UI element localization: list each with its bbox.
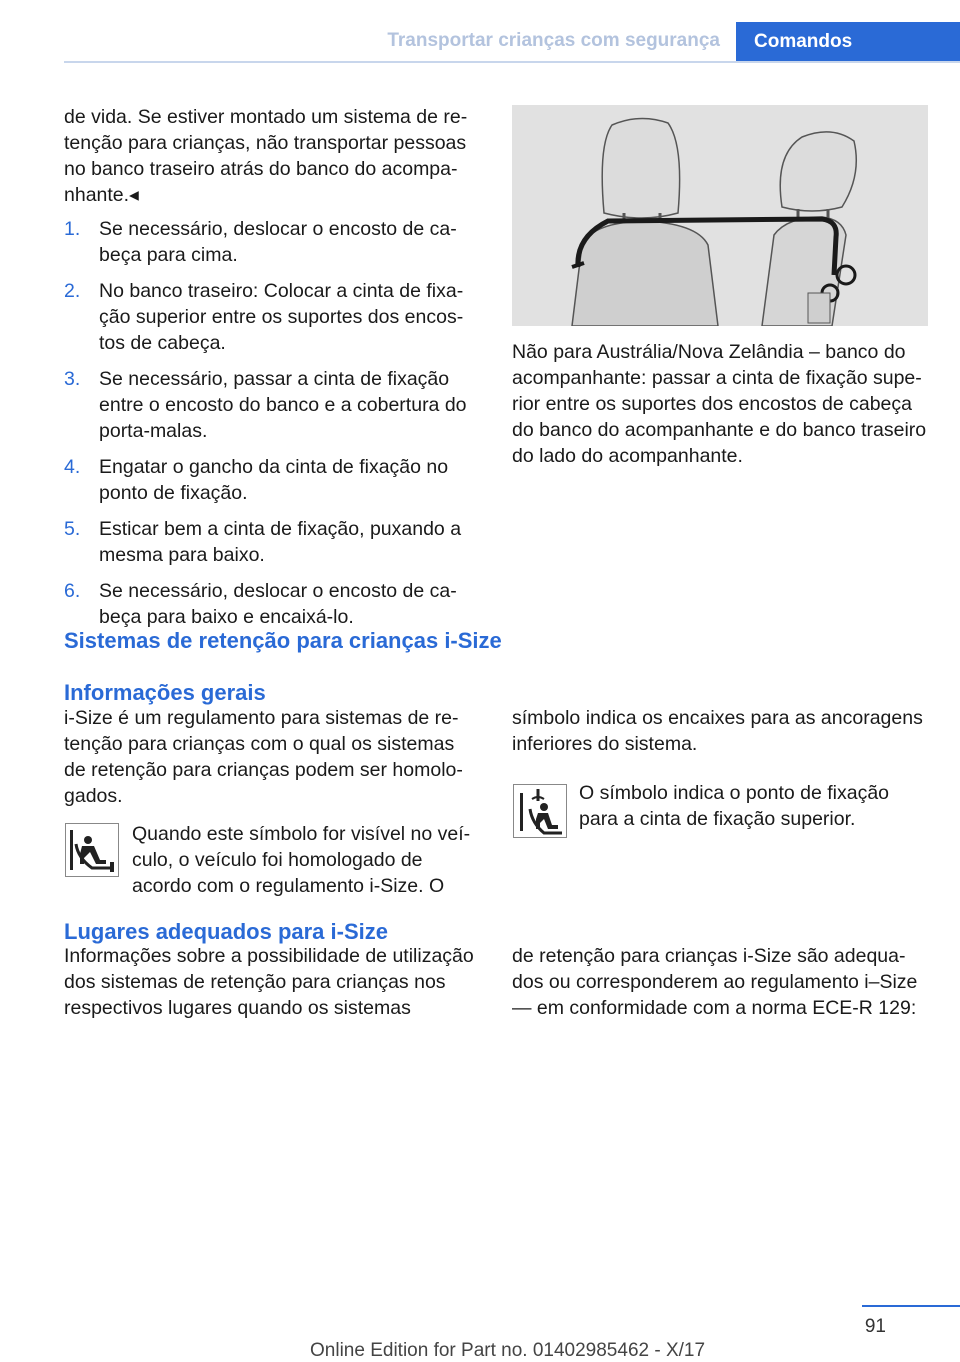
list-item xyxy=(64,278,478,356)
header-section-title: Transportar crianças com segurança xyxy=(387,30,720,51)
page-number: 91 xyxy=(864,1316,886,1337)
step-text: Se necessário, passar a cinta de fixação entre o encosto do banco e a cobertura do porta-malas. xyxy=(99,368,467,442)
list-item xyxy=(64,516,478,568)
isofix-anchor-symbol-icon xyxy=(65,823,119,877)
step-number: 6. xyxy=(64,580,81,602)
section-title-isize: Sistemas de retenção para crianças i-Size xyxy=(64,628,502,653)
header-tab[interactable]: Comandos xyxy=(736,22,960,63)
isize-definition-paragraph: i-Size é um regulamento para sistemas de retenção para crianças com o qual os sistemas de retenção para crianças podem ser homologados. xyxy=(64,707,463,807)
top-tether-symbol-icon xyxy=(513,784,567,838)
figure-caption: Não para Austrália/Nova Zelândia – banco do acompanhante: passar a cinta de fixação superior entre os suportes dos encostos de cabeça do banco do acompanhante e do banco traseiro do lado do acompanhante. xyxy=(512,341,927,467)
footer-divider xyxy=(862,1305,960,1307)
isize-symbol-text: Quando este símbolo for visível no veículo, o veículo foi homologado de acordo com o regulamento i-Size. O xyxy=(132,823,471,897)
step-number: 1. xyxy=(64,218,81,240)
step-number: 3. xyxy=(64,368,81,390)
places-left-paragraph: Informações sobre a possibilidade de utilização dos sistemas de retenção para crianças nos respectivos lugares quando os sistemas xyxy=(64,945,474,1019)
header-divider xyxy=(64,61,960,63)
intro-paragraph: de vida. Se estiver montado um sistema de retenção para crianças, não transportar pessoas no banco traseiro atrás do banco do acompanhante.◂ xyxy=(64,106,468,206)
top-tether-symbol-text: O símbolo indica o ponto de fixação para a cinta de fixação superior. xyxy=(579,782,890,830)
step-number: 4. xyxy=(64,456,81,478)
list-item xyxy=(64,454,478,506)
subsection-title-general: Informações gerais xyxy=(64,680,266,705)
step-text: Engatar o gancho da cinta de fixação no ponto de fixação. xyxy=(99,456,449,504)
headrest-tether-illustration xyxy=(512,105,928,326)
list-item xyxy=(64,216,478,268)
step-text: Esticar bem a cinta de fixação, puxando a mesma para baixo. xyxy=(99,518,462,566)
list-item xyxy=(64,366,478,444)
lower-anchor-text: símbolo indica os encaixes para as ancoragens inferiores do sistema. xyxy=(512,707,923,755)
steps-list xyxy=(64,216,478,640)
headrest-tether-drawing xyxy=(512,105,928,326)
list-item xyxy=(64,578,478,630)
edition-footer: Online Edition for Part no. 01402985462 - X/17 xyxy=(310,1340,706,1361)
step-number: 5. xyxy=(64,518,81,540)
step-text: Se necessário, deslocar o encosto de cabeça para cima. xyxy=(99,218,457,266)
subsection-title-places: Lugares adequados para i-Size xyxy=(64,919,388,944)
step-text: No banco traseiro: Colocar a cinta de fixação superior entre os suportes dos encostos de cabeça. xyxy=(99,280,464,354)
step-text: Se necessário, deslocar o encosto de cabeça para baixo e encaixá-lo. xyxy=(99,580,457,628)
step-number: 2. xyxy=(64,280,81,302)
places-right-paragraph: de retenção para crianças i-Size são adequados ou corresponderem ao regulamento i–Size — em conformidade com a norma ECE-R 129: xyxy=(512,945,918,1019)
